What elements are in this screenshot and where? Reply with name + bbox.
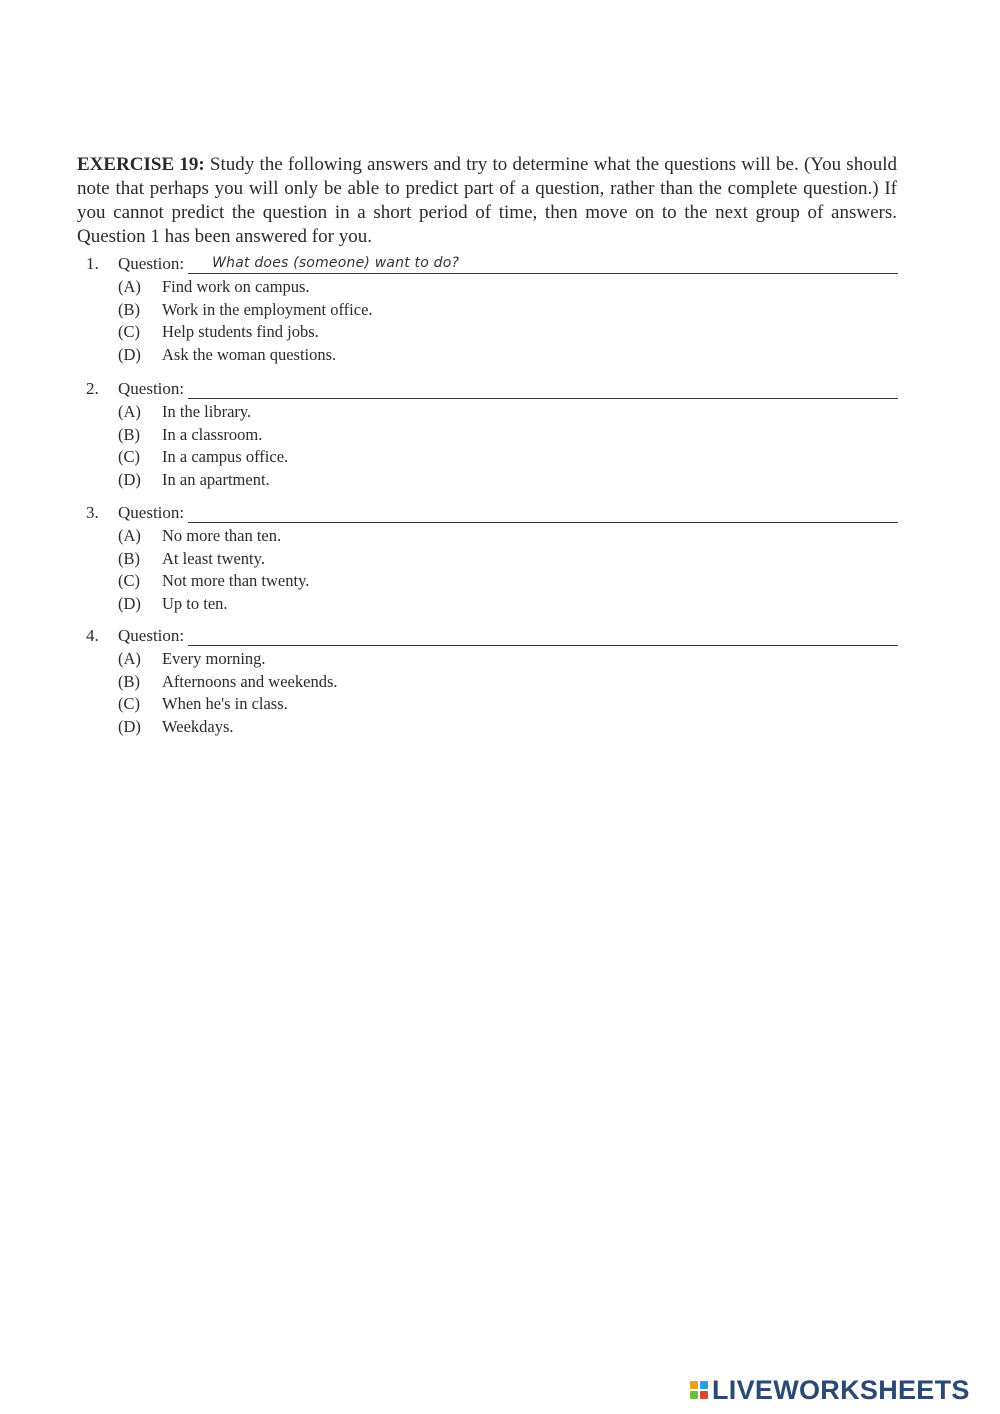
option-c [118,570,898,593]
question-label: Question: [118,379,185,398]
option-a [118,276,898,299]
option-text: At least twenty. [162,548,265,568]
option-letter: (D) [118,344,141,364]
option-letter: (C) [118,694,140,713]
question-label: Question: [118,503,185,522]
question-answer-field[interactable] [188,502,898,523]
question-block-4 [86,622,898,738]
exercise-instructions [77,153,897,249]
option-text: Not more than twenty. [162,571,310,590]
question-block-2 [86,375,898,491]
option-text: No more than ten. [162,526,282,545]
option-d [118,469,898,492]
option-d [118,593,898,616]
question-number: 3. [86,503,99,522]
question-number: 2. [86,379,99,398]
option-letter: (B) [118,424,140,444]
answer-options [118,276,898,366]
question-answer-field[interactable] [188,253,898,274]
option-letter: (B) [118,299,140,319]
option-letter: (A) [118,649,141,668]
liveworksheets-logo-icon [690,1381,708,1399]
option-a [118,648,898,671]
question-number: 4. [86,626,99,645]
option-text: Weekdays. [162,716,234,736]
exercise-label: EXERCISE 19: [77,154,205,175]
option-text: In the library. [162,402,252,421]
option-letter: (C) [118,447,140,466]
option-d [118,716,898,739]
option-text: Ask the woman questions. [162,344,337,364]
option-letter: (B) [118,671,140,691]
option-letter: (A) [118,526,141,545]
option-d [118,344,898,367]
question-block-3 [86,499,898,615]
question-number: 1. [86,254,99,273]
option-text: Afternoons and weekends. [162,671,338,691]
option-b [118,671,898,694]
option-text: Help students find jobs. [162,322,319,341]
answer-options [118,648,898,738]
question-answer-field[interactable] [188,625,898,646]
option-letter: (A) [118,277,141,296]
option-text: In an apartment. [162,469,270,489]
option-a [118,401,898,424]
option-c [118,321,898,344]
option-letter: (D) [118,716,141,736]
liveworksheets-brand [690,1374,970,1406]
question-label: Question: [118,626,185,645]
option-letter: (C) [118,322,140,341]
option-letter: (C) [118,571,140,590]
question-answer-field[interactable] [188,378,898,399]
brand-name: LIVEWORKSHEETS [712,1374,970,1405]
option-letter: (D) [118,469,141,489]
option-b [118,299,898,322]
option-text: Up to ten. [162,593,228,613]
option-text: Find work on campus. [162,277,310,296]
option-c [118,446,898,469]
option-b [118,548,898,571]
option-text: In a classroom. [162,424,263,444]
option-c [118,693,898,716]
option-letter: (A) [118,402,141,421]
option-text: Every morning. [162,649,266,668]
question-answer-text: What does (someone) want to do? [212,255,460,271]
question-block-1 [86,250,898,366]
option-text: In a campus office. [162,447,289,466]
option-letter: (B) [118,548,140,568]
option-a [118,525,898,548]
answer-options [118,401,898,491]
question-label: Question: [118,254,185,273]
option-letter: (D) [118,593,141,613]
option-text: Work in the employment office. [162,299,373,319]
option-b [118,424,898,447]
exercise-text: Study the following answers and try to determine what the questions will be. (You should note that perhaps you will only be able to predict part of a question, rather than the complete question.) If you cannot predict the question in a short period of time, then move on to the next group of answers. Question 1 has been answered for you. [77,154,897,247]
option-text: When he's in class. [162,694,288,713]
answer-options [118,525,898,615]
